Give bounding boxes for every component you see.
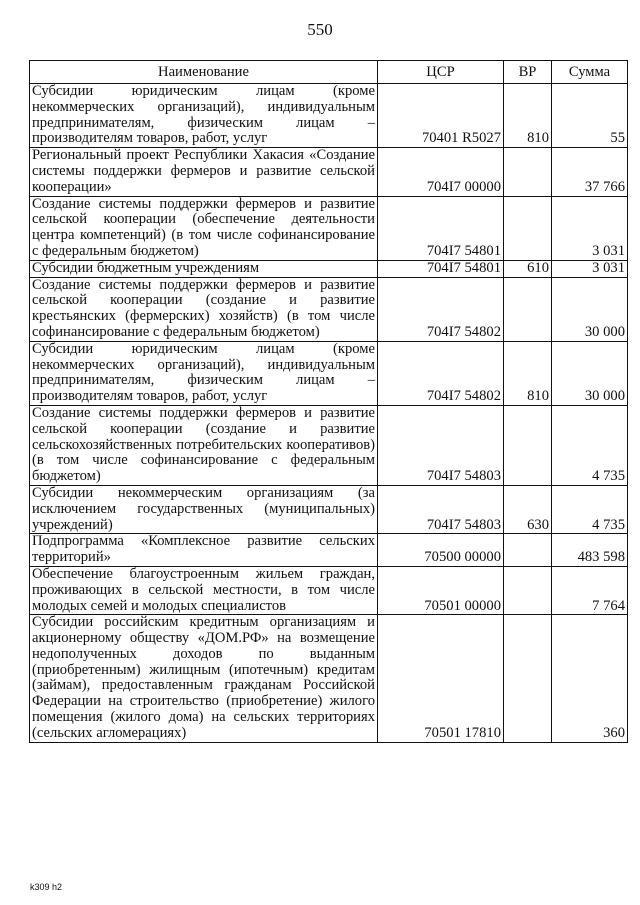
row-name: Субсидии российским кредитным организациям и акционерному обществу «ДОМ.РФ» на возмещение недополученных доходов по выданным (приобретенным) жилищным (ипотечным) кредитам (займам), предоставленным гражданам Российской Федерации на строительство (приобретение) жилого помещения (жилого дома) на сельских территориях (сельских агломерациях) [30, 615, 378, 742]
row-vr: 610 [504, 260, 552, 277]
row-sum: 4 735 [552, 405, 628, 485]
row-name: Создание системы поддержки фермеров и развитие сельской кооперации (создание и развитие крестьянских (фермерских) хозяйств) (в том числе софинансирование с федеральным бюджетом) [30, 277, 378, 341]
row-csr: 70401 R5027 [378, 84, 504, 148]
row-name: Субсидии бюджетным учреждениям [30, 260, 378, 277]
header-name: Наименование [30, 61, 378, 84]
table-row [30, 615, 628, 742]
row-csr: 704I7 54801 [378, 196, 504, 260]
row-name: Региональный проект Республики Хакасия «Создание системы поддержки фермеров и развитие сельской кооперации» [30, 148, 378, 196]
row-vr [504, 148, 552, 196]
row-csr: 70501 00000 [378, 566, 504, 614]
header-csr: ЦСР [378, 61, 504, 84]
row-vr [504, 405, 552, 485]
table-row [30, 260, 628, 277]
row-name: Создание системы поддержки фермеров и развитие сельской кооперации (обеспечение деятельности центра компетенций) (в том числе софинансирование с федеральным бюджетом) [30, 196, 378, 260]
row-csr: 704I7 54802 [378, 277, 504, 341]
row-vr [504, 566, 552, 614]
row-name: Субсидии юридическим лицам (кроме некоммерческих организаций), индивидуальным предпринимателям, физическим лицам – производителям товаров, работ, услуг [30, 341, 378, 405]
budget-table [29, 60, 628, 743]
table-row [30, 277, 628, 341]
row-name: Субсидии юридическим лицам (кроме некоммерческих организаций), индивидуальным предпринимателям, физическим лицам – производителям товаров, работ, услуг [30, 84, 378, 148]
row-sum: 4 735 [552, 485, 628, 533]
table-row [30, 148, 628, 196]
row-sum: 37 766 [552, 148, 628, 196]
row-vr [504, 534, 552, 567]
row-sum: 30 000 [552, 341, 628, 405]
row-csr: 704I7 54801 [378, 260, 504, 277]
page-number: 550 [307, 20, 333, 39]
row-csr: 704I7 54803 [378, 405, 504, 485]
row-vr: 810 [504, 341, 552, 405]
row-sum: 7 764 [552, 566, 628, 614]
table-row [30, 534, 628, 567]
row-csr: 70501 17810 [378, 615, 504, 742]
row-vr [504, 196, 552, 260]
table-row [30, 84, 628, 148]
row-vr: 810 [504, 84, 552, 148]
row-csr: 704I7 54802 [378, 341, 504, 405]
table-row [30, 485, 628, 533]
footer-code: k309 h2 [30, 882, 63, 892]
row-vr: 630 [504, 485, 552, 533]
row-sum: 360 [552, 615, 628, 742]
table-row [30, 341, 628, 405]
row-sum: 30 000 [552, 277, 628, 341]
table-row [30, 566, 628, 614]
table-header-row [30, 61, 628, 84]
row-csr: 70500 00000 [378, 534, 504, 567]
row-name: Создание системы поддержки фермеров и развитие сельской кооперации (создание и развитие сельскохозяйственных потребительских кооперативов) (в том числе софинансирование с федеральным бюджетом) [30, 405, 378, 485]
row-name: Субсидии некоммерческим организациям (за исключением государственных (муниципальных) учреждений) [30, 485, 378, 533]
row-sum: 55 [552, 84, 628, 148]
row-sum: 483 598 [552, 534, 628, 567]
row-sum: 3 031 [552, 260, 628, 277]
row-vr [504, 615, 552, 742]
table-row [30, 405, 628, 485]
table-row [30, 196, 628, 260]
header-vr: ВР [504, 61, 552, 84]
row-csr: 704I7 00000 [378, 148, 504, 196]
header-sum: Сумма [552, 61, 628, 84]
row-name: Подпрограмма «Комплексное развитие сельских территорий» [30, 534, 378, 567]
row-vr [504, 277, 552, 341]
row-csr: 704I7 54803 [378, 485, 504, 533]
row-name: Обеспечение благоустроенным жильем граждан, проживающих в сельской местности, в том числе молодых семей и молодых специалистов [30, 566, 378, 614]
row-sum: 3 031 [552, 196, 628, 260]
